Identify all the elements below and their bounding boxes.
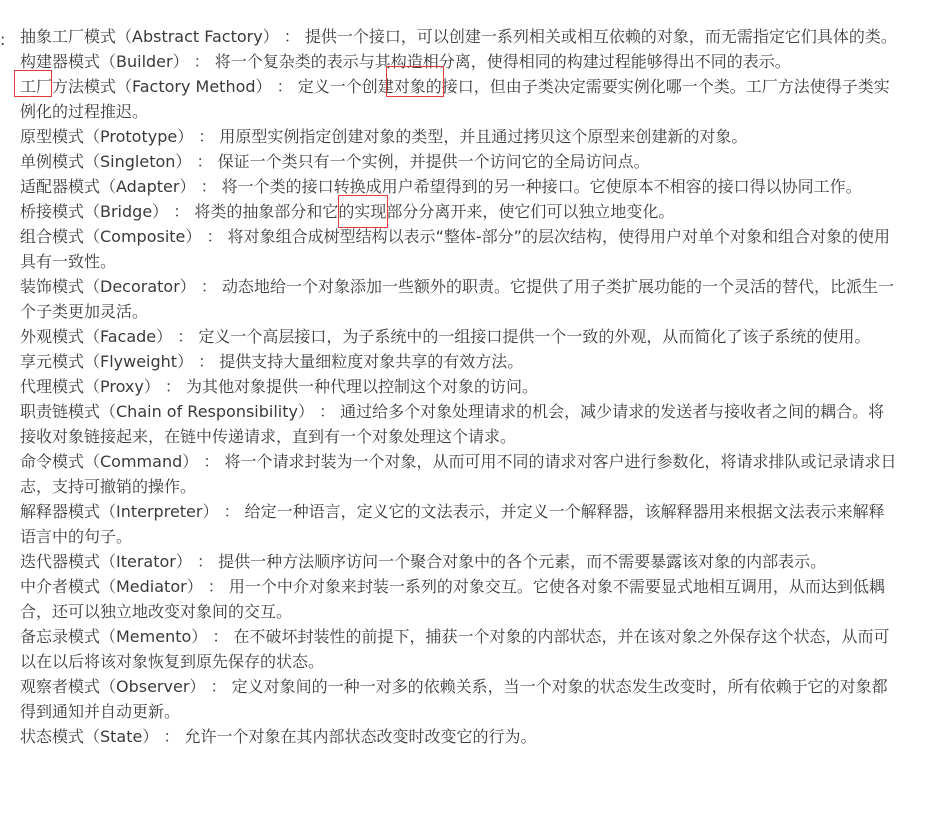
pattern-item: [20, 324, 900, 349]
pattern-name: 观察者模式（Observer）: [20, 677, 206, 696]
pattern-description: 将一个复杂类的表示与其构造相分离，使得相同的构建过程能够得出不同的表示。: [214, 52, 791, 71]
pattern-name: 中介者模式（Mediator）: [20, 577, 203, 596]
pattern-name: 代理模式（Proxy）: [20, 377, 160, 396]
pattern-description: 允许一个对象在其内部状态改变时改变它的行为。: [184, 727, 537, 746]
pattern-separator: ：: [158, 727, 185, 746]
pattern-name: 工厂方法模式（Factory Method）: [20, 77, 272, 96]
pattern-item: [20, 199, 900, 224]
pattern-description: 提供一种方法顺序访问一个聚合对象中的各个元素，而不需要暴露该对象的内部表示。: [218, 552, 827, 571]
pattern-separator: ：: [218, 502, 245, 521]
pattern-separator: ：: [195, 277, 222, 296]
pattern-item: [20, 574, 900, 624]
design-pattern-list: [20, 24, 900, 749]
pattern-name: 组合模式（Composite）: [20, 227, 202, 246]
pattern-name: 享元模式（Flyweight）: [20, 352, 194, 371]
pattern-item: [20, 49, 900, 74]
pattern-separator: ：: [193, 127, 220, 146]
pattern-name: 桥接模式（Bridge）: [20, 202, 169, 221]
pattern-separator: ：: [198, 452, 225, 471]
pattern-item: [20, 124, 900, 149]
pattern-item: [20, 149, 900, 174]
pattern-item: [20, 224, 900, 274]
pattern-description: 通过给多个对象处理请求的机会，减少请求的发送者与接收者之间的耦合。将接收对象链接起来，在链中传递请求，直到有一个对象处理这个请求。: [20, 402, 885, 446]
pattern-description: 用原型实例指定创建对象的类型，并且通过拷贝这个原型来创建新的对象。: [219, 127, 748, 146]
pattern-description: 给定一种语言，定义它的文法表示，并定义一个解释器，该解释器用来根据文法表示来解释语言中的句子。: [20, 502, 885, 546]
pattern-separator: ：: [207, 627, 234, 646]
pattern-name: 原型模式（Prototype）: [20, 127, 194, 146]
pattern-separator: ：: [271, 77, 298, 96]
pattern-name: 外观模式（Facade）: [20, 327, 173, 346]
pattern-item: [20, 374, 900, 399]
pattern-separator: ：: [313, 402, 341, 421]
pattern-name: 装饰模式（Decorator）: [20, 277, 196, 296]
pattern-separator: ：: [188, 52, 215, 71]
pattern-separator: ：: [278, 27, 305, 46]
pattern-description: 将类的抽象部分和它的实现部分分离开来，使它们可以独立地变化。: [194, 202, 675, 221]
pattern-item: [20, 174, 900, 199]
pattern-name: 构建器模式（Builder）: [20, 52, 189, 71]
pattern-description: 提供一个接口，可以创建一系列相关或相互依赖的对象，而无需指定它们具体的类。: [304, 27, 897, 46]
pattern-name: 命令模式（Command）: [20, 452, 199, 471]
pattern-description: 用一个中介对象来封装一系列的对象交互。它使各对象不需要显式地相互调用，从而达到低耦合，还可以独立地改变对象间的交互。: [20, 577, 885, 621]
pattern-item: [20, 674, 900, 724]
pattern-item: [20, 449, 900, 499]
pattern-description: 定义一个创建对象的接口，但由子类决定需要实例化哪一个类。工厂方法使得子类实例化的过程推迟。: [20, 77, 890, 121]
pattern-item: [20, 499, 900, 549]
pattern-item: [20, 624, 900, 674]
pattern-name: 职责链模式（Chain of Responsibility）: [20, 402, 314, 421]
pattern-description: 定义对象间的一种一对多的依赖关系，当一个对象的状态发生改变时，所有依赖于它的对象都得到通知并自动更新。: [20, 677, 888, 721]
pattern-separator: ：: [195, 177, 222, 196]
pattern-name: 适配器模式（Adapter）: [20, 177, 196, 196]
pattern-item: [20, 549, 900, 574]
pattern-item: [20, 349, 900, 374]
pattern-item: [20, 399, 900, 449]
pattern-separator: ：: [159, 377, 187, 396]
pattern-item: [20, 74, 900, 124]
pattern-name: 抽象工厂模式（Abstract Factory）: [20, 27, 279, 46]
pattern-name: 备忘录模式（Memento）: [20, 627, 208, 646]
pattern-separator: ：: [191, 152, 218, 171]
pattern-name: 状态模式（State）: [20, 727, 159, 746]
pattern-name: 解释器模式（Interpreter）: [20, 502, 219, 521]
pattern-separator: ：: [205, 677, 232, 696]
pattern-description: 保证一个类只有一个实例，并提供一个访问它的全局访问点。: [217, 152, 650, 171]
pattern-item: [20, 724, 900, 749]
pattern-separator: ：: [191, 552, 219, 571]
pattern-separator: ：: [201, 227, 228, 246]
pattern-description: 动态地给一个对象添加一些额外的职责。它提供了用子类扩展功能的一个灵活的替代，比派生一个子类更加灵活。: [20, 277, 894, 321]
pattern-description: 定义一个高层接口，为子系统中的一组接口提供一个一致的外观，从而简化了该子系统的使用。: [198, 327, 871, 346]
pattern-separator: ：: [202, 577, 229, 596]
pattern-separator: ：: [193, 352, 220, 371]
list-bullet-mark: :: [0, 30, 6, 49]
pattern-separator: ：: [168, 202, 195, 221]
pattern-description: 提供支持大量细粒度对象共享的有效方法。: [219, 352, 524, 371]
pattern-description: 在不破坏封装性的前提下，捕获一个对象的内部状态，并在该对象之外保存这个状态，从而可以在以后将该对象恢复到原先保存的状态。: [20, 627, 890, 671]
pattern-description: 为其他对象提供一种代理以控制这个对象的访问。: [186, 377, 539, 396]
pattern-description: 将一个请求封装为一个对象，从而可用不同的请求对客户进行参数化，将请求排队或记录请求日志，支持可撤销的操作。: [20, 452, 897, 496]
pattern-item: [20, 274, 900, 324]
pattern-separator: ：: [172, 327, 199, 346]
pattern-item: [20, 24, 900, 49]
pattern-name: 单例模式（Singleton）: [20, 152, 192, 171]
pattern-description: 将一个类的接口转换成用户希望得到的另一种接口。它使原本不相容的接口得以协同工作。: [221, 177, 862, 196]
pattern-name: 迭代器模式（Iterator）: [20, 552, 192, 571]
pattern-description: 将对象组合成树型结构以表示“整体-部分”的层次结构，使得用户对单个对象和组合对象的使用具有一致性。: [20, 227, 890, 271]
